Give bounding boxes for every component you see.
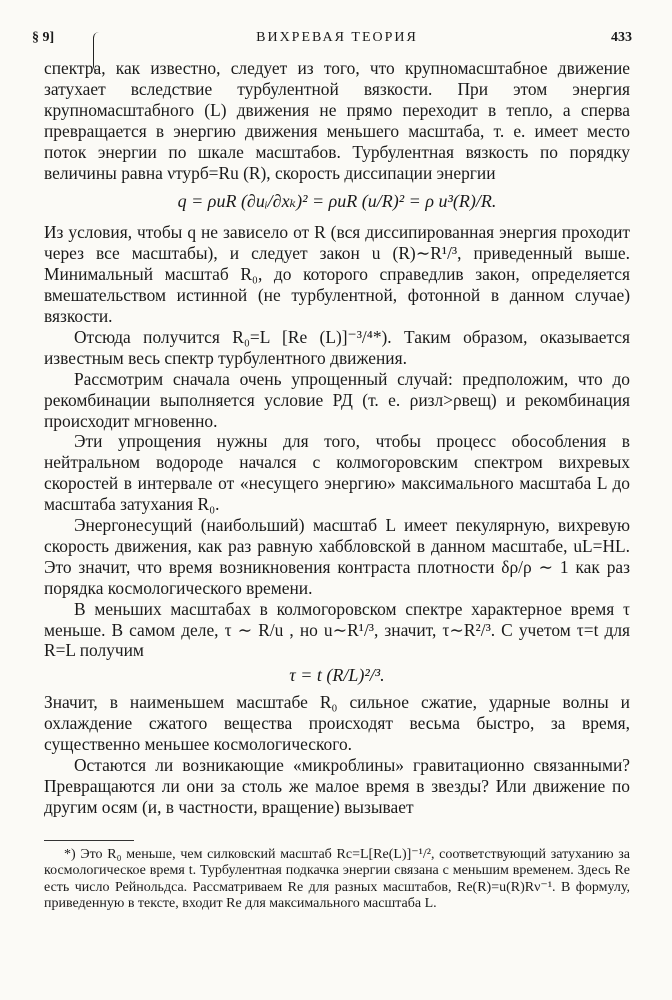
paragraph: Из условия, чтобы q не зависело от R (вся диссипированная энергия проходит через все масштабы), и следует закон u (R)∼R¹/³, приведенный выше. Минимальный масштаб R₀, до которого справедлив закон, определяется вмешательством истинной (не турбулентной, фотонной в данном случае) вязкости.	[44, 222, 630, 326]
formula-tau: τ = t (R/L)²/³.	[289, 665, 385, 686]
body-text	[44, 58, 630, 818]
paragraph: Значит, в наименьшем масштабе R₀ сильное сжатие, ударные волны и охлаждение сжатого вещества происходят весьма быстро, за время, существенно меньшее космологического.	[44, 692, 630, 755]
paragraph: спектра, как известно, следует из того, что крупномасштабное движение затухает вследствие турбулентной вязкости. При этом энергия крупномасштабного (L) движения не прямо переходит в тепло, а сперва превращается в энергию движения меньшего масштаба, т. е. имеет место поток энергии по шкале масштабов. Турбулентная вязкость по порядку величины равна νтурб=Ru (R), скорость диссипации энергии	[44, 58, 630, 183]
running-title: ВИХРЕВАЯ ТЕОРИЯ	[256, 30, 418, 45]
paragraph: Эти упрощения нужны для того, чтобы процесс обособления в нейтральном водороде начался с колмогоровским спектром вихревых скоростей в интервале от «несущего энергию» максимального масштаба L до масштаба затухания R₀.	[44, 431, 630, 515]
footnote-rule	[44, 840, 134, 841]
paragraph: Энергонесущий (наибольший) масштаб L имеет пекулярную, вихревую скорость движения, как раз равную хаббловской в данном масштабе, uL=HL. Это значит, что время возникновения контраста плотности δρ/ρ ∼ 1 как раз порядка космологического времени.	[44, 515, 630, 598]
footnote	[44, 847, 630, 913]
book-page	[32, 30, 632, 912]
paragraph: Рассмотрим сначала очень упрощенный случай: предположим, что до рекомбинации выполняется условие РД (т. е. ρизл>ρвещ) и рекомбинация происходит мгновенно.	[44, 368, 630, 431]
page-number: 433	[611, 30, 632, 45]
paragraph: В меньших масштабах в колмогоровском спектре характерное время τ меньше. В самом деле, τ ∼ R/u , но u∼R¹/³, значит, τ∼R²/³. С учетом τ=t для R=L получим	[44, 598, 630, 661]
section-ref: § 9]	[32, 30, 55, 45]
running-header	[32, 30, 632, 58]
footnote-text: *) Это R₀ меньше, чем силковский масштаб Rс=L[Re(L)]⁻¹/², соответствующий затуханию за космологическое время t. Турбулентная подкачка энергии связана с меньшим временем. Здесь Re есть число Рейнольдса. Рассматриваем Re для разных масштабов, Re(R)=u(R)Rν⁻¹. В формулу, приведенную в тексте, входит Re для максимального масштаба L.	[44, 846, 630, 911]
paragraph: Остаются ли возникающие «микроблины» гравитационно связанными? Превращаются ли они за столь же малое время в звезды? Или движение по другим осям (и, в частности, вращение) вызывает	[44, 755, 630, 817]
formula-dissipation: q = ρuR (∂uᵢ/∂xₖ)² = ρuR (u/R)² = ρ u³(R)/R.	[177, 191, 497, 212]
paragraph: Отсюда получится R₀=L [Re (L)]⁻³/⁴*). Таким образом, оказывается известным весь спектр турбулентного движения.	[44, 326, 630, 368]
